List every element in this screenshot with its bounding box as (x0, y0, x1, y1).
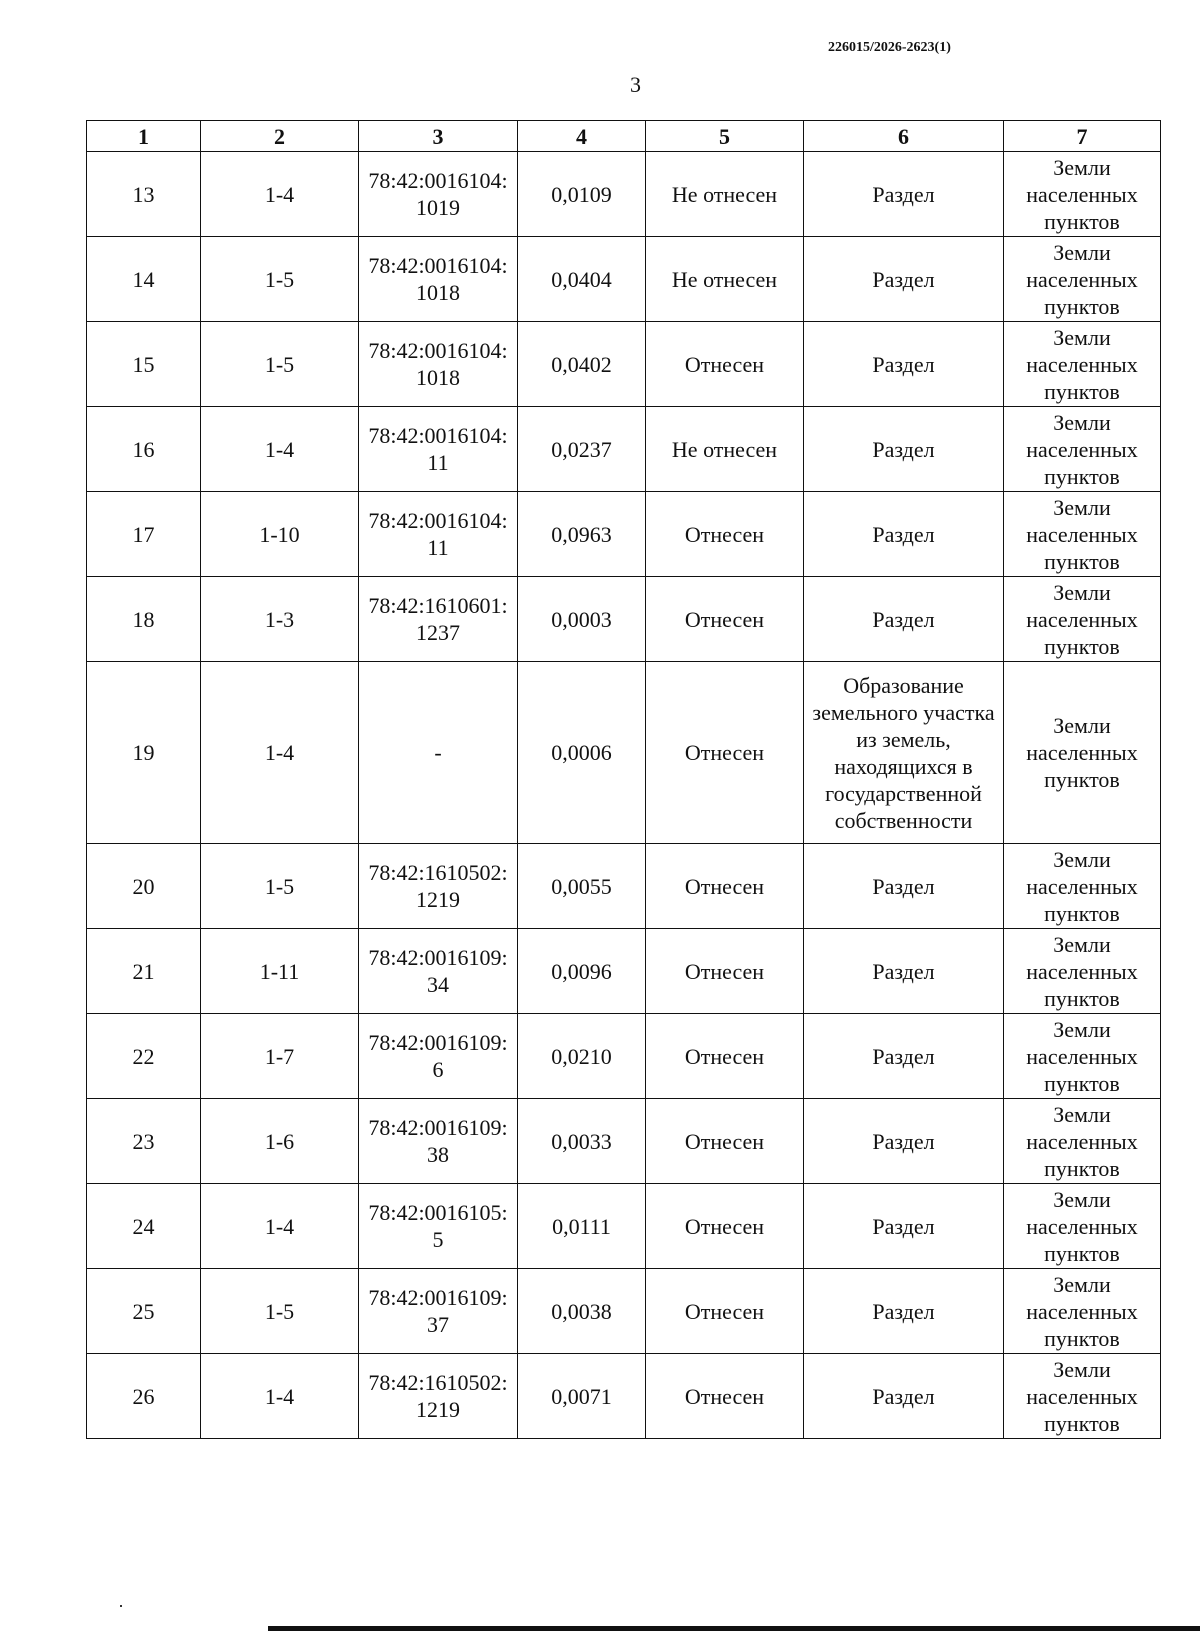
table-row (87, 1269, 1161, 1354)
land-category-line2: населенных (1026, 1128, 1138, 1154)
land-category-line3: пунктов (1044, 1325, 1120, 1351)
row-number-cell: 23 (87, 1099, 201, 1184)
formation-method-cell: Образование земельного участка из земель, находящихся в государственной собственности (804, 662, 1004, 844)
column-header: 3 (359, 121, 518, 152)
land-category-line3: пунктов (1044, 463, 1120, 489)
points-range-cell: 1-4 (201, 662, 359, 844)
land-category-line3: пунктов (1044, 1155, 1120, 1181)
cadastral-number-part1: 78:42:1610502: (368, 860, 508, 885)
table-row (87, 577, 1161, 662)
cadastral-number-part1: 78:42:0016104: (368, 508, 508, 533)
formation-method-cell: Раздел (804, 1269, 1004, 1354)
formation-method-cell: Раздел (804, 237, 1004, 322)
area-cell: 0,0210 (518, 1014, 646, 1099)
land-category-cell (1004, 577, 1161, 662)
land-category-cell (1004, 322, 1161, 407)
area-cell: 0,0096 (518, 929, 646, 1014)
scan-speck (120, 1605, 122, 1607)
cadastral-number-part2: 1018 (416, 365, 460, 390)
land-category-line2: населенных (1026, 1043, 1138, 1069)
area-cell: 0,0038 (518, 1269, 646, 1354)
land-category-cell (1004, 1099, 1161, 1184)
cadastral-number-part1: - (434, 740, 442, 765)
land-category-line1: Земли (1053, 846, 1111, 872)
land-category-line1: Земли (1053, 1186, 1111, 1212)
cadastral-number-cell (359, 152, 518, 237)
cadastral-number-part1: 78:42:0016109: (368, 945, 508, 970)
land-category-line2: населенных (1026, 521, 1138, 547)
cadastral-number-part2: 6 (432, 1057, 444, 1082)
area-cell: 0,0055 (518, 844, 646, 929)
land-category-line3: пунктов (1044, 208, 1120, 234)
row-number-cell: 25 (87, 1269, 201, 1354)
formation-method-cell: Раздел (804, 1099, 1004, 1184)
land-category-cell (1004, 929, 1161, 1014)
land-category-cell (1004, 844, 1161, 929)
cadastral-number-part2: 1219 (416, 887, 460, 912)
land-category-line1: Земли (1053, 1101, 1111, 1127)
land-category-line1: Земли (1053, 713, 1111, 738)
row-number-cell: 17 (87, 492, 201, 577)
status-cell: Отнесен (646, 662, 804, 844)
land-category-line2: населенных (1026, 266, 1138, 292)
cadastral-number-part1: 78:42:0016109: (368, 1115, 508, 1140)
cadastral-number-part2: 34 (427, 972, 449, 997)
document-number: 226015/2026-2623(1) (828, 40, 951, 55)
table-row (87, 844, 1161, 929)
area-cell: 0,0006 (518, 662, 646, 844)
points-range-cell: 1-5 (201, 322, 359, 407)
cadastral-number-part1: 78:42:0016104: (368, 168, 508, 193)
points-range-cell: 1-10 (201, 492, 359, 577)
land-category-line2: населенных (1026, 1298, 1138, 1324)
row-number-cell: 26 (87, 1354, 201, 1439)
land-category-cell (1004, 1354, 1161, 1439)
land-category-line3: пунктов (1044, 985, 1120, 1011)
table-row (87, 237, 1161, 322)
area-cell: 0,0003 (518, 577, 646, 662)
table-row (87, 929, 1161, 1014)
land-category-cell (1004, 1014, 1161, 1099)
land-category-line1: Земли (1053, 1271, 1111, 1297)
cadastral-number-cell (359, 1354, 518, 1439)
status-cell: Отнесен (646, 929, 804, 1014)
cadastral-number-cell (359, 407, 518, 492)
formation-method-cell: Раздел (804, 1354, 1004, 1439)
row-number-cell: 20 (87, 844, 201, 929)
points-range-cell: 1-4 (201, 152, 359, 237)
area-cell: 0,0404 (518, 237, 646, 322)
table-row (87, 1184, 1161, 1269)
cadastral-number-cell (359, 1099, 518, 1184)
land-category-cell (1004, 1184, 1161, 1269)
cadastral-number-part2: 1018 (416, 280, 460, 305)
formation-method-cell: Раздел (804, 577, 1004, 662)
status-cell: Отнесен (646, 1099, 804, 1184)
land-category-line3: пунктов (1044, 633, 1120, 659)
points-range-cell: 1-11 (201, 929, 359, 1014)
points-range-cell: 1-4 (201, 407, 359, 492)
land-category-cell (1004, 407, 1161, 492)
cadastral-number-part2: 37 (427, 1312, 449, 1337)
table-header-row (87, 121, 1161, 152)
area-cell: 0,0071 (518, 1354, 646, 1439)
cadastral-number-part1: 78:42:1610502: (368, 1370, 508, 1395)
cadastral-number-cell (359, 662, 518, 844)
land-category-line3: пунктов (1044, 378, 1120, 404)
points-range-cell: 1-4 (201, 1184, 359, 1269)
land-category-line1: Земли (1053, 239, 1111, 265)
cadastral-number-part1: 78:42:0016109: (368, 1285, 508, 1310)
table-row (87, 152, 1161, 237)
land-category-line2: населенных (1026, 873, 1138, 899)
table-row (87, 1354, 1161, 1439)
page-number: 3 (630, 72, 641, 97)
column-header: 4 (518, 121, 646, 152)
row-number-cell: 18 (87, 577, 201, 662)
area-cell: 0,0237 (518, 407, 646, 492)
cadastral-number-part2: 1219 (416, 1397, 460, 1422)
cadastral-number-part2: 1019 (416, 195, 460, 220)
table-row (87, 322, 1161, 407)
land-category-line2: населенных (1026, 740, 1138, 765)
formation-method-cell: Раздел (804, 1014, 1004, 1099)
land-category-line3: пунктов (1044, 900, 1120, 926)
status-cell: Отнесен (646, 1269, 804, 1354)
cadastral-number-part2: 5 (432, 1227, 444, 1252)
land-category-line1: Земли (1053, 579, 1111, 605)
area-cell: 0,0402 (518, 322, 646, 407)
land-category-line2: населенных (1026, 958, 1138, 984)
table-row (87, 1014, 1161, 1099)
cadastral-number-cell (359, 237, 518, 322)
formation-method-cell: Раздел (804, 929, 1004, 1014)
area-cell: 0,0111 (518, 1184, 646, 1269)
land-category-line1: Земли (1053, 931, 1111, 957)
table-row (87, 662, 1161, 844)
cadastral-number-cell (359, 1184, 518, 1269)
land-category-line1: Земли (1053, 154, 1111, 180)
cadastral-number-part2: 11 (427, 535, 449, 560)
area-cell: 0,0033 (518, 1099, 646, 1184)
land-category-line3: пунктов (1044, 293, 1120, 319)
cadastral-number-cell (359, 929, 518, 1014)
cadastral-number-part2: 11 (427, 450, 449, 475)
points-range-cell: 1-4 (201, 1354, 359, 1439)
land-category-cell (1004, 662, 1161, 844)
land-category-line3: пунктов (1044, 767, 1120, 792)
points-range-cell: 1-3 (201, 577, 359, 662)
area-cell: 0,0109 (518, 152, 646, 237)
row-number-cell: 19 (87, 662, 201, 844)
cadastral-number-cell (359, 322, 518, 407)
status-cell: Отнесен (646, 1184, 804, 1269)
cadastral-number-cell (359, 1269, 518, 1354)
land-category-line2: населенных (1026, 1213, 1138, 1239)
row-number-cell: 14 (87, 237, 201, 322)
table-row (87, 492, 1161, 577)
column-header: 6 (804, 121, 1004, 152)
points-range-cell: 1-5 (201, 1269, 359, 1354)
land-category-line3: пунктов (1044, 1410, 1120, 1436)
cadastral-number-part2: 1237 (416, 620, 460, 645)
column-header: 5 (646, 121, 804, 152)
land-category-line2: населенных (1026, 606, 1138, 632)
points-range-cell: 1-7 (201, 1014, 359, 1099)
points-range-cell: 1-6 (201, 1099, 359, 1184)
land-category-cell (1004, 1269, 1161, 1354)
formation-method-cell: Раздел (804, 322, 1004, 407)
cadastral-number-part2: 38 (427, 1142, 449, 1167)
land-category-line1: Земли (1053, 1016, 1111, 1042)
table-row (87, 407, 1161, 492)
land-category-line3: пунктов (1044, 1240, 1120, 1266)
land-category-line2: населенных (1026, 1383, 1138, 1409)
row-number-cell: 22 (87, 1014, 201, 1099)
cadastral-number-part1: 78:42:0016104: (368, 338, 508, 363)
table-body (87, 152, 1161, 1439)
status-cell: Отнесен (646, 1354, 804, 1439)
cadastral-number-part1: 78:42:0016105: (368, 1200, 508, 1225)
area-cell: 0,0963 (518, 492, 646, 577)
land-category-line1: Земли (1053, 494, 1111, 520)
table-row (87, 1099, 1161, 1184)
formation-method-cell: Раздел (804, 492, 1004, 577)
cadastral-number-cell (359, 492, 518, 577)
status-cell: Не отнесен (646, 152, 804, 237)
scan-bottom-edge (268, 1626, 1200, 1631)
points-range-cell: 1-5 (201, 237, 359, 322)
row-number-cell: 21 (87, 929, 201, 1014)
status-cell: Отнесен (646, 577, 804, 662)
land-category-line3: пунктов (1044, 1070, 1120, 1096)
land-category-line2: населенных (1026, 181, 1138, 207)
land-category-line2: населенных (1026, 436, 1138, 462)
status-cell: Отнесен (646, 492, 804, 577)
land-category-line1: Земли (1053, 324, 1111, 350)
land-category-cell (1004, 152, 1161, 237)
land-category-cell (1004, 492, 1161, 577)
cadastral-number-cell (359, 844, 518, 929)
land-category-line2: населенных (1026, 351, 1138, 377)
column-header: 1 (87, 121, 201, 152)
land-category-cell (1004, 237, 1161, 322)
status-cell: Не отнесен (646, 407, 804, 492)
cadastral-number-cell (359, 1014, 518, 1099)
land-plots-table (86, 120, 1161, 1439)
status-cell: Отнесен (646, 1014, 804, 1099)
formation-method-cell: Раздел (804, 152, 1004, 237)
land-category-line1: Земли (1053, 409, 1111, 435)
cadastral-number-cell (359, 577, 518, 662)
row-number-cell: 16 (87, 407, 201, 492)
row-number-cell: 15 (87, 322, 201, 407)
column-header: 7 (1004, 121, 1161, 152)
row-number-cell: 13 (87, 152, 201, 237)
cadastral-number-part1: 78:42:0016109: (368, 1030, 508, 1055)
land-category-line3: пунктов (1044, 548, 1120, 574)
formation-method-cell: Раздел (804, 1184, 1004, 1269)
formation-method-cell: Раздел (804, 844, 1004, 929)
status-cell: Не отнесен (646, 237, 804, 322)
status-cell: Отнесен (646, 844, 804, 929)
row-number-cell: 24 (87, 1184, 201, 1269)
status-cell: Отнесен (646, 322, 804, 407)
column-header: 2 (201, 121, 359, 152)
land-category-line1: Земли (1053, 1356, 1111, 1382)
cadastral-number-part1: 78:42:0016104: (368, 253, 508, 278)
points-range-cell: 1-5 (201, 844, 359, 929)
cadastral-number-part1: 78:42:0016104: (368, 423, 508, 448)
formation-method-cell: Раздел (804, 407, 1004, 492)
cadastral-number-part1: 78:42:1610601: (368, 593, 508, 618)
